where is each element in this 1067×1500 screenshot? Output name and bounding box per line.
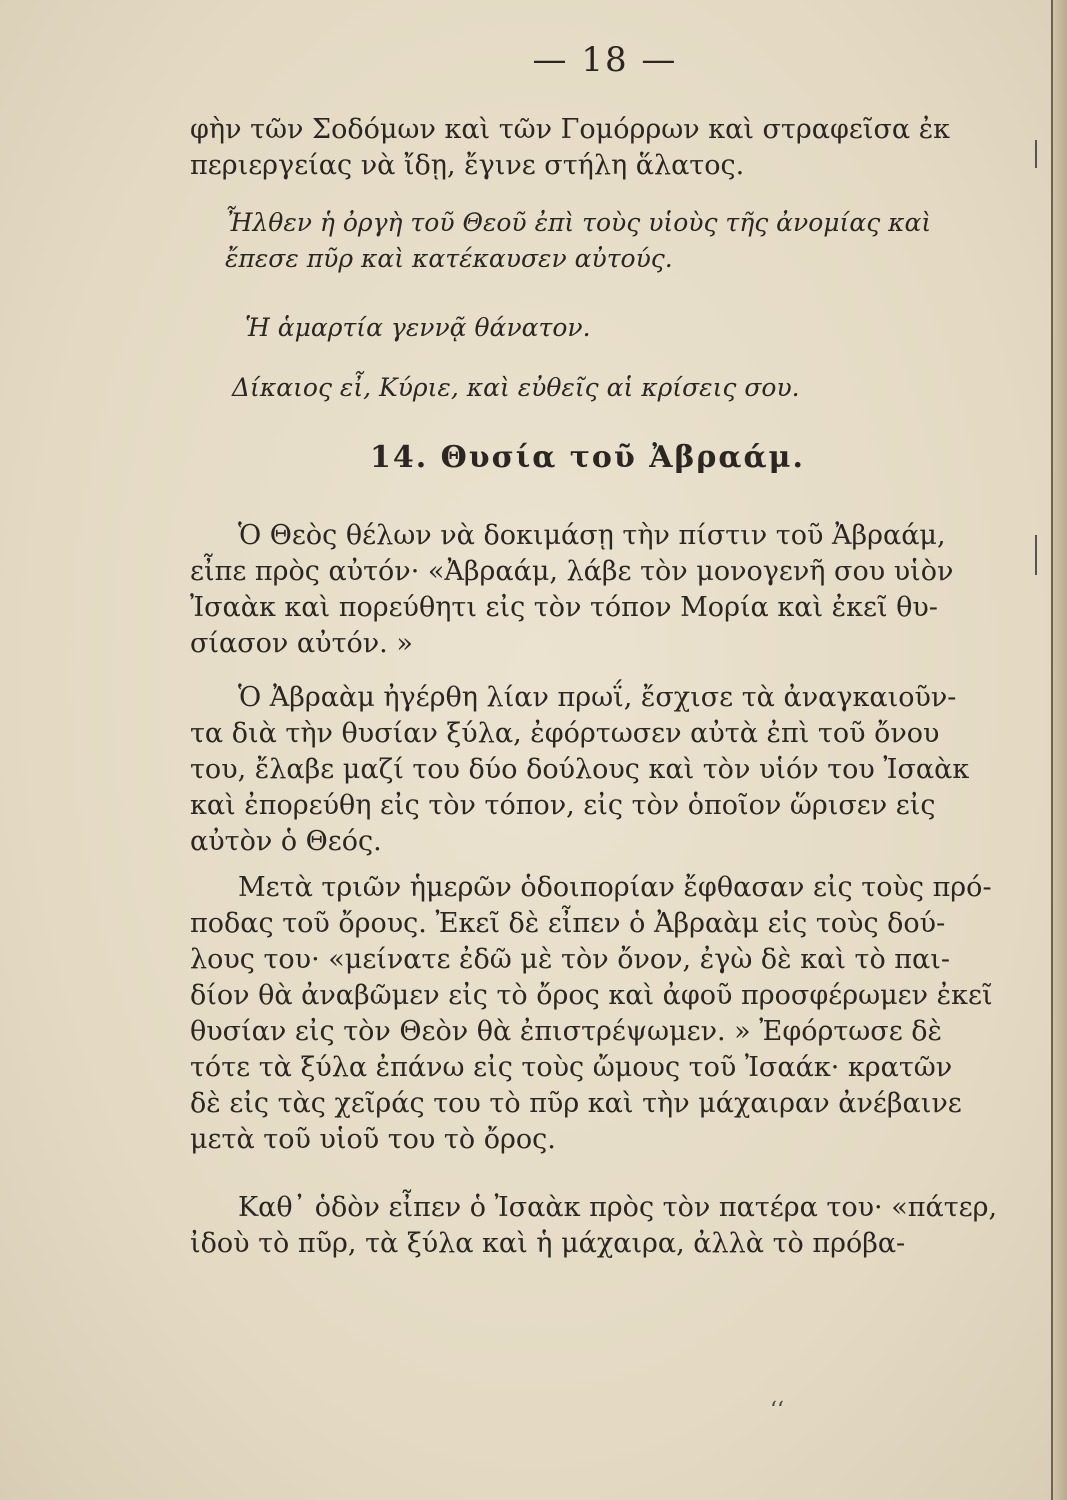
top-paragraph bbox=[190, 112, 1000, 184]
paragraph-1 bbox=[190, 518, 1000, 662]
text-line: τότε τὰ ξύλα ἐπάνω εἰς τοὺς ὤμους τοῦ Ἰσαάκ· κρατῶν bbox=[190, 1052, 953, 1083]
margin-mark bbox=[1035, 140, 1037, 168]
paragraph-2 bbox=[190, 680, 1000, 860]
quote-block-1 bbox=[225, 205, 1015, 277]
text-line: Καθ᾽ ὁδὸν εἶπεν ὁ Ἰσαὰκ πρὸς τὸν πατέρα του· «πάτερ, bbox=[238, 1192, 998, 1223]
text-line: Ἡ ἁμαρτία γεννᾷ θάνατον. bbox=[245, 313, 591, 342]
section-heading: 14. Θυσία τοῦ Ἀβραάμ. bbox=[370, 440, 805, 475]
text-line: Ὁ Ἀβραὰμ ἠγέρθη λίαν πρωΐ, ἔσχισε τὰ ἀναγκαιοῦν- bbox=[238, 682, 957, 713]
text-line: εἶπε πρὸς αὐτόν· «Ἀβραάμ, λάβε τὸν μονογενῆ σου υἱὸν bbox=[190, 556, 954, 587]
text-line: ἔπεσε πῦρ καὶ κατέκαυσεν αὐτούς. bbox=[225, 244, 673, 273]
text-line: φὴν τῶν Σοδόμων καὶ τῶν Γομόρρων καὶ στραφεῖσα ἐκ bbox=[190, 114, 951, 145]
text-line: σίασον αὐτόν. » bbox=[190, 628, 413, 659]
text-line: αὐτὸν ὁ Θεός. bbox=[190, 826, 382, 857]
stray-ink-mark: ‘‘ bbox=[770, 1398, 784, 1423]
page-spine-edge bbox=[1051, 0, 1067, 1500]
text-line: λους του· «μείνατε ἐδῶ μὲ τὸν ὄνον, ἐγὼ δὲ καὶ τὸ παι- bbox=[190, 944, 950, 975]
text-line: Ὁ Θεὸς θέλων νὰ δοκιμάσῃ τὴν πίστιν τοῦ Ἀβραάμ, bbox=[238, 520, 946, 551]
text-line: θυσίαν εἰς τὸν Θεὸν θὰ ἐπιστρέψωμεν. » Ἐφόρτωσε δὲ bbox=[190, 1016, 943, 1047]
text-line: δὲ εἰς τὰς χεῖράς του τὸ πῦρ καὶ τὴν μάχαιραν ἀνέβαινε bbox=[190, 1088, 962, 1119]
text-line: του, ἔλαβε μαζί του δύο δούλους καὶ τὸν υἱόν του Ἰσαὰκ bbox=[190, 754, 970, 785]
margin-mark bbox=[1035, 535, 1037, 575]
paragraph-3 bbox=[190, 870, 1000, 1158]
text-line: μετὰ τοῦ υἱοῦ του τὸ ὄρος. bbox=[190, 1124, 556, 1155]
paragraph-4 bbox=[190, 1190, 1000, 1262]
text-line: δίον θὰ ἀναβῶμεν εἰς τὸ ὄρος καὶ ἀφοῦ προσφέρωμεν ἐκεῖ bbox=[190, 980, 993, 1011]
quote-block-2 bbox=[245, 310, 1055, 346]
text-line: Ἦλθεν ἡ ὀργὴ τοῦ Θεοῦ ἐπὶ τοὺς υἱοὺς τῆς ἀνομίας καὶ bbox=[225, 208, 932, 237]
text-line: Δίκαιος εἶ, Κύριε, καὶ εὐθεῖς αἱ κρίσεις σου. bbox=[232, 373, 800, 402]
text-line: τα διὰ τὴν θυσίαν ξύλα, ἐφόρτωσεν αὐτὰ ἐπὶ τοῦ ὄνου bbox=[190, 718, 940, 749]
text-line: καὶ ἐπορεύθη εἰς τὸν τόπον, εἰς τὸν ὁποῖον ὥρισεν εἰς bbox=[190, 790, 936, 821]
text-line: Ἰσαὰκ καὶ πορεύθητι εἰς τὸν τόπον Μορία καὶ ἐκεῖ θυ- bbox=[190, 592, 938, 623]
text-line: ἰδοὺ τὸ πῦρ, τὰ ξύλα καὶ ἡ μάχαιρα, ἀλλὰ τὸ πρόβα- bbox=[190, 1228, 906, 1259]
quote-block-3 bbox=[232, 370, 1042, 406]
text-line: Μετὰ τριῶν ἡμερῶν ὁδοιπορίαν ἔφθασαν εἰς τοὺς πρό- bbox=[238, 872, 992, 903]
text-line: ποδας τοῦ ὄρους. Ἐκεῖ δὲ εἶπεν ὁ Ἀβραὰμ εἰς τοὺς δού- bbox=[190, 908, 946, 939]
text-line: περιεργείας νὰ ἴδῃ, ἔγινε στήλη ἅλατος. bbox=[190, 150, 745, 181]
page-number: — 18 — bbox=[532, 40, 678, 80]
